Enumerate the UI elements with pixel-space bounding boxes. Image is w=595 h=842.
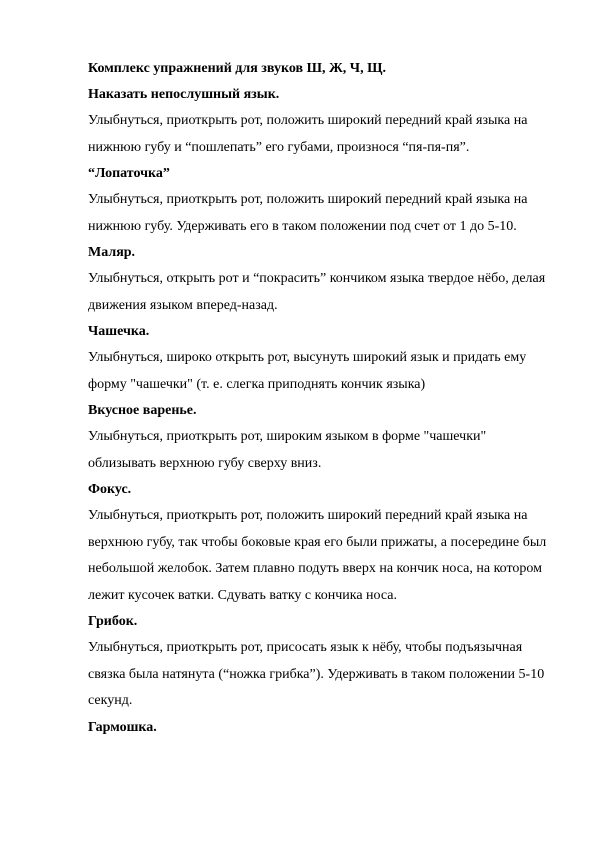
exercise-description (88, 187, 535, 240)
description-line: Улыбнуться, приоткрыть рот, положить широкий передний край языка на (88, 192, 528, 207)
document-title: Комплекс упражнений для звуков Ш, Ж, Ч, Щ. (88, 61, 386, 76)
exercise-description (88, 108, 535, 161)
exercise-section (88, 715, 535, 741)
description-line: Улыбнуться, приоткрыть рот, широким языком в форме "чашечки" (88, 429, 487, 444)
description-line: верхнюю губу, так чтобы боковые края его были прижаты, а посередине был (88, 534, 547, 550)
exercise-description (88, 345, 535, 398)
exercise-description (88, 503, 547, 609)
description-line: лежит кусочек ватки. Сдувать ватку с кончика носа. (88, 587, 397, 603)
exercise-section (88, 319, 535, 398)
exercise-section (88, 609, 545, 715)
description-line: форму "чашечки" (т. е. слегка приподнять кончик языка) (88, 376, 426, 392)
exercise-heading: Грибок. (88, 614, 138, 629)
description-line: движения языком вперед-назад. (88, 297, 278, 313)
description-line: Улыбнуться, широко открыть рот, высунуть широкий язык и придать ему (88, 350, 527, 365)
exercise-description (88, 635, 545, 715)
exercise-section (88, 240, 546, 319)
exercise-heading: Вкусное варенье. (88, 403, 197, 418)
description-line: облизывать верхнюю губу сверху вниз. (88, 455, 322, 471)
exercise-heading: “Лопаточка” (88, 166, 170, 181)
description-line: Улыбнуться, открыть рот и “покрасить” кончиком языка твердое нёбо, делая (88, 271, 546, 286)
exercise-description (88, 266, 546, 319)
exercise-section (88, 82, 535, 161)
exercise-heading: Гармошка. (88, 719, 157, 735)
exercise-section (88, 477, 547, 609)
exercise-section (88, 398, 535, 477)
description-line: нижнюю губу и “пошлепать” его губами, произнося “пя-пя-пя”. (88, 139, 470, 155)
description-line: нижнюю губу. Удерживать его в таком положении под счет от 1 до 5-10. (88, 218, 517, 234)
exercise-heading: Фокус. (88, 482, 132, 497)
exercise-heading: Маляр. (88, 245, 136, 260)
exercise-heading: Чашечка. (88, 324, 150, 339)
description-line: Улыбнуться, приоткрыть рот, положить широкий передний край языка на (88, 508, 528, 523)
exercise-description (88, 424, 535, 477)
description-line: связка была натянута (“ножка грибка”). Удерживать в таком положении 5-10 (88, 666, 545, 682)
exercise-heading: Наказать непослушный язык. (88, 87, 280, 102)
description-line: секунд. (88, 693, 133, 708)
description-line: небольшой желобок. Затем плавно подуть вверх на кончик носа, на котором (88, 561, 543, 576)
exercise-list (88, 82, 547, 741)
exercise-section (88, 161, 535, 240)
description-line: Улыбнуться, приоткрыть рот, присосать язык к нёбу, чтобы подъязычная (88, 640, 523, 655)
description-line: Улыбнуться, приоткрыть рот, положить широкий передний край языка на (88, 113, 528, 128)
